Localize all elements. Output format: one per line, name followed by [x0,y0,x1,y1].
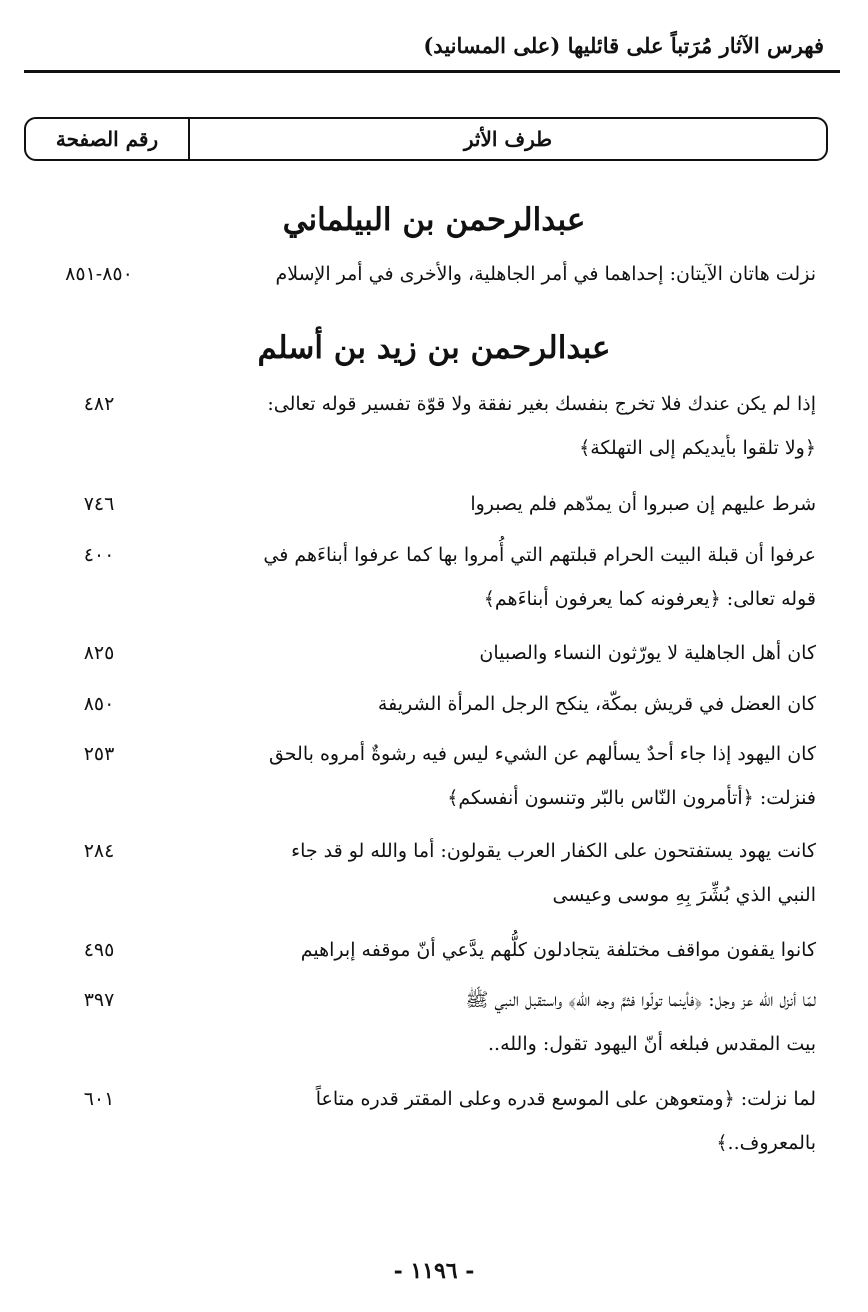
index-entry [24,732,816,820]
index-entry [24,829,816,917]
header-rule [24,70,840,73]
entry-line: قوله تعالى: ﴿يعرفونه كما يعرفون أبناءَهم﴾ [483,588,816,610]
group-heading: عبدالرحمن بن زيد بن أسلم [257,330,611,366]
column-divider [188,119,190,159]
index-entry [24,682,816,726]
entry-line: كان اليهود إذا جاء أحدٌ يسألهم عن الشيء ليس فيه رشوةٌ أمروه بالحق [268,743,816,765]
entry-page-number: ٣٩٧ [83,989,115,1011]
entry-page-number: ٧٤٦ [83,493,115,515]
index-entry [24,482,816,526]
entry-line: كان أهل الجاهلية لا يورّثون النساء والصبيان [479,642,816,664]
entry-page-number: ٨٢٥ [83,642,115,664]
column-header-box [24,117,828,161]
index-entry [24,533,816,621]
entry-line: كانوا يقفون مواقف مختلفة يتجادلون كلُّهم يدَّعي أنّ موقفه إبراهيم [300,939,816,961]
group-heading: عبدالرحمن بن البيلماني [282,202,586,238]
index-entry [24,252,816,296]
entry-line: كانت يهود يستفتحون على الكفار العرب يقولون: أما والله لو قد جاء [291,840,816,862]
entry-page-number: ٢٥٣ [83,743,115,765]
text-column-header: طرف الأثر [463,127,553,151]
entry-line: كان العضل في قريش بمكّة، ينكح الرجل المرأة الشريفة [377,693,816,715]
entry-page-number: ٤٠٠ [83,544,115,566]
entry-page-number: ٢٨٤ [83,840,115,862]
page-column-header: رقم الصفحة [55,127,159,151]
entry-page-number: ٦٠١ [83,1088,115,1110]
entry-line: لمّا أنزل الله عز وجل: ﴿فأينما تولّوا فثمَّ وجه الله﴾ واستقبل النبي ﷺ [465,989,816,1011]
index-entry [24,978,816,1066]
entry-page-number: ٤٩٥ [83,939,115,961]
index-entry [24,1077,816,1165]
entry-line: شرط عليهم إن صبروا أن يمدّهم فلم يصبروا [470,493,816,515]
index-entry [24,382,816,470]
entry-line: النبي الذي بُشِّرَ بِهِ موسى وعيسى [552,884,816,906]
entry-page-number: ٨٥٠-٨٥١ [65,263,133,285]
entry-line: بالمعروف..﴾ [716,1132,816,1154]
index-entry [24,928,816,972]
entry-line: لما نزلت: ﴿ومتعوهن على الموسع قدره وعلى المقتر قدره متاعاً [315,1088,816,1110]
entry-page-number: ٤٨٢ [83,393,115,415]
entry-line: ﴿ولا تلقوا بأيديكم إلى التهلكة﴾ [579,437,816,459]
entry-line: فنزلت: ﴿أتأمرون النّاس بالبّر وتنسون أنفسكم﴾ [447,787,816,809]
index-entry [24,631,816,675]
entry-line: عرفوا أن قبلة البيت الحرام قبلتهم التي أُمروا بها كما عرفوا أبناءَهم في [263,544,816,566]
running-title: فهرس الآثار مُرَتباً على قائليها (على المسانيد) [423,33,824,58]
page-number: - ١١٩٦ - [393,1258,475,1284]
entry-line: إذا لم يكن عندك فلا تخرج بنفسك بغير نفقة ولا قوّة تفسير قوله تعالى: [267,393,816,415]
entry-line: نزلت هاتان الآيتان: إحداهما في أمر الجاهلية، والأخرى في أمر الإسلام [275,263,816,285]
entry-line: بيت المقدس فبلغه أنّ اليهود تقول: والله.. [488,1033,816,1055]
entry-page-number: ٨٥٠ [83,693,115,715]
